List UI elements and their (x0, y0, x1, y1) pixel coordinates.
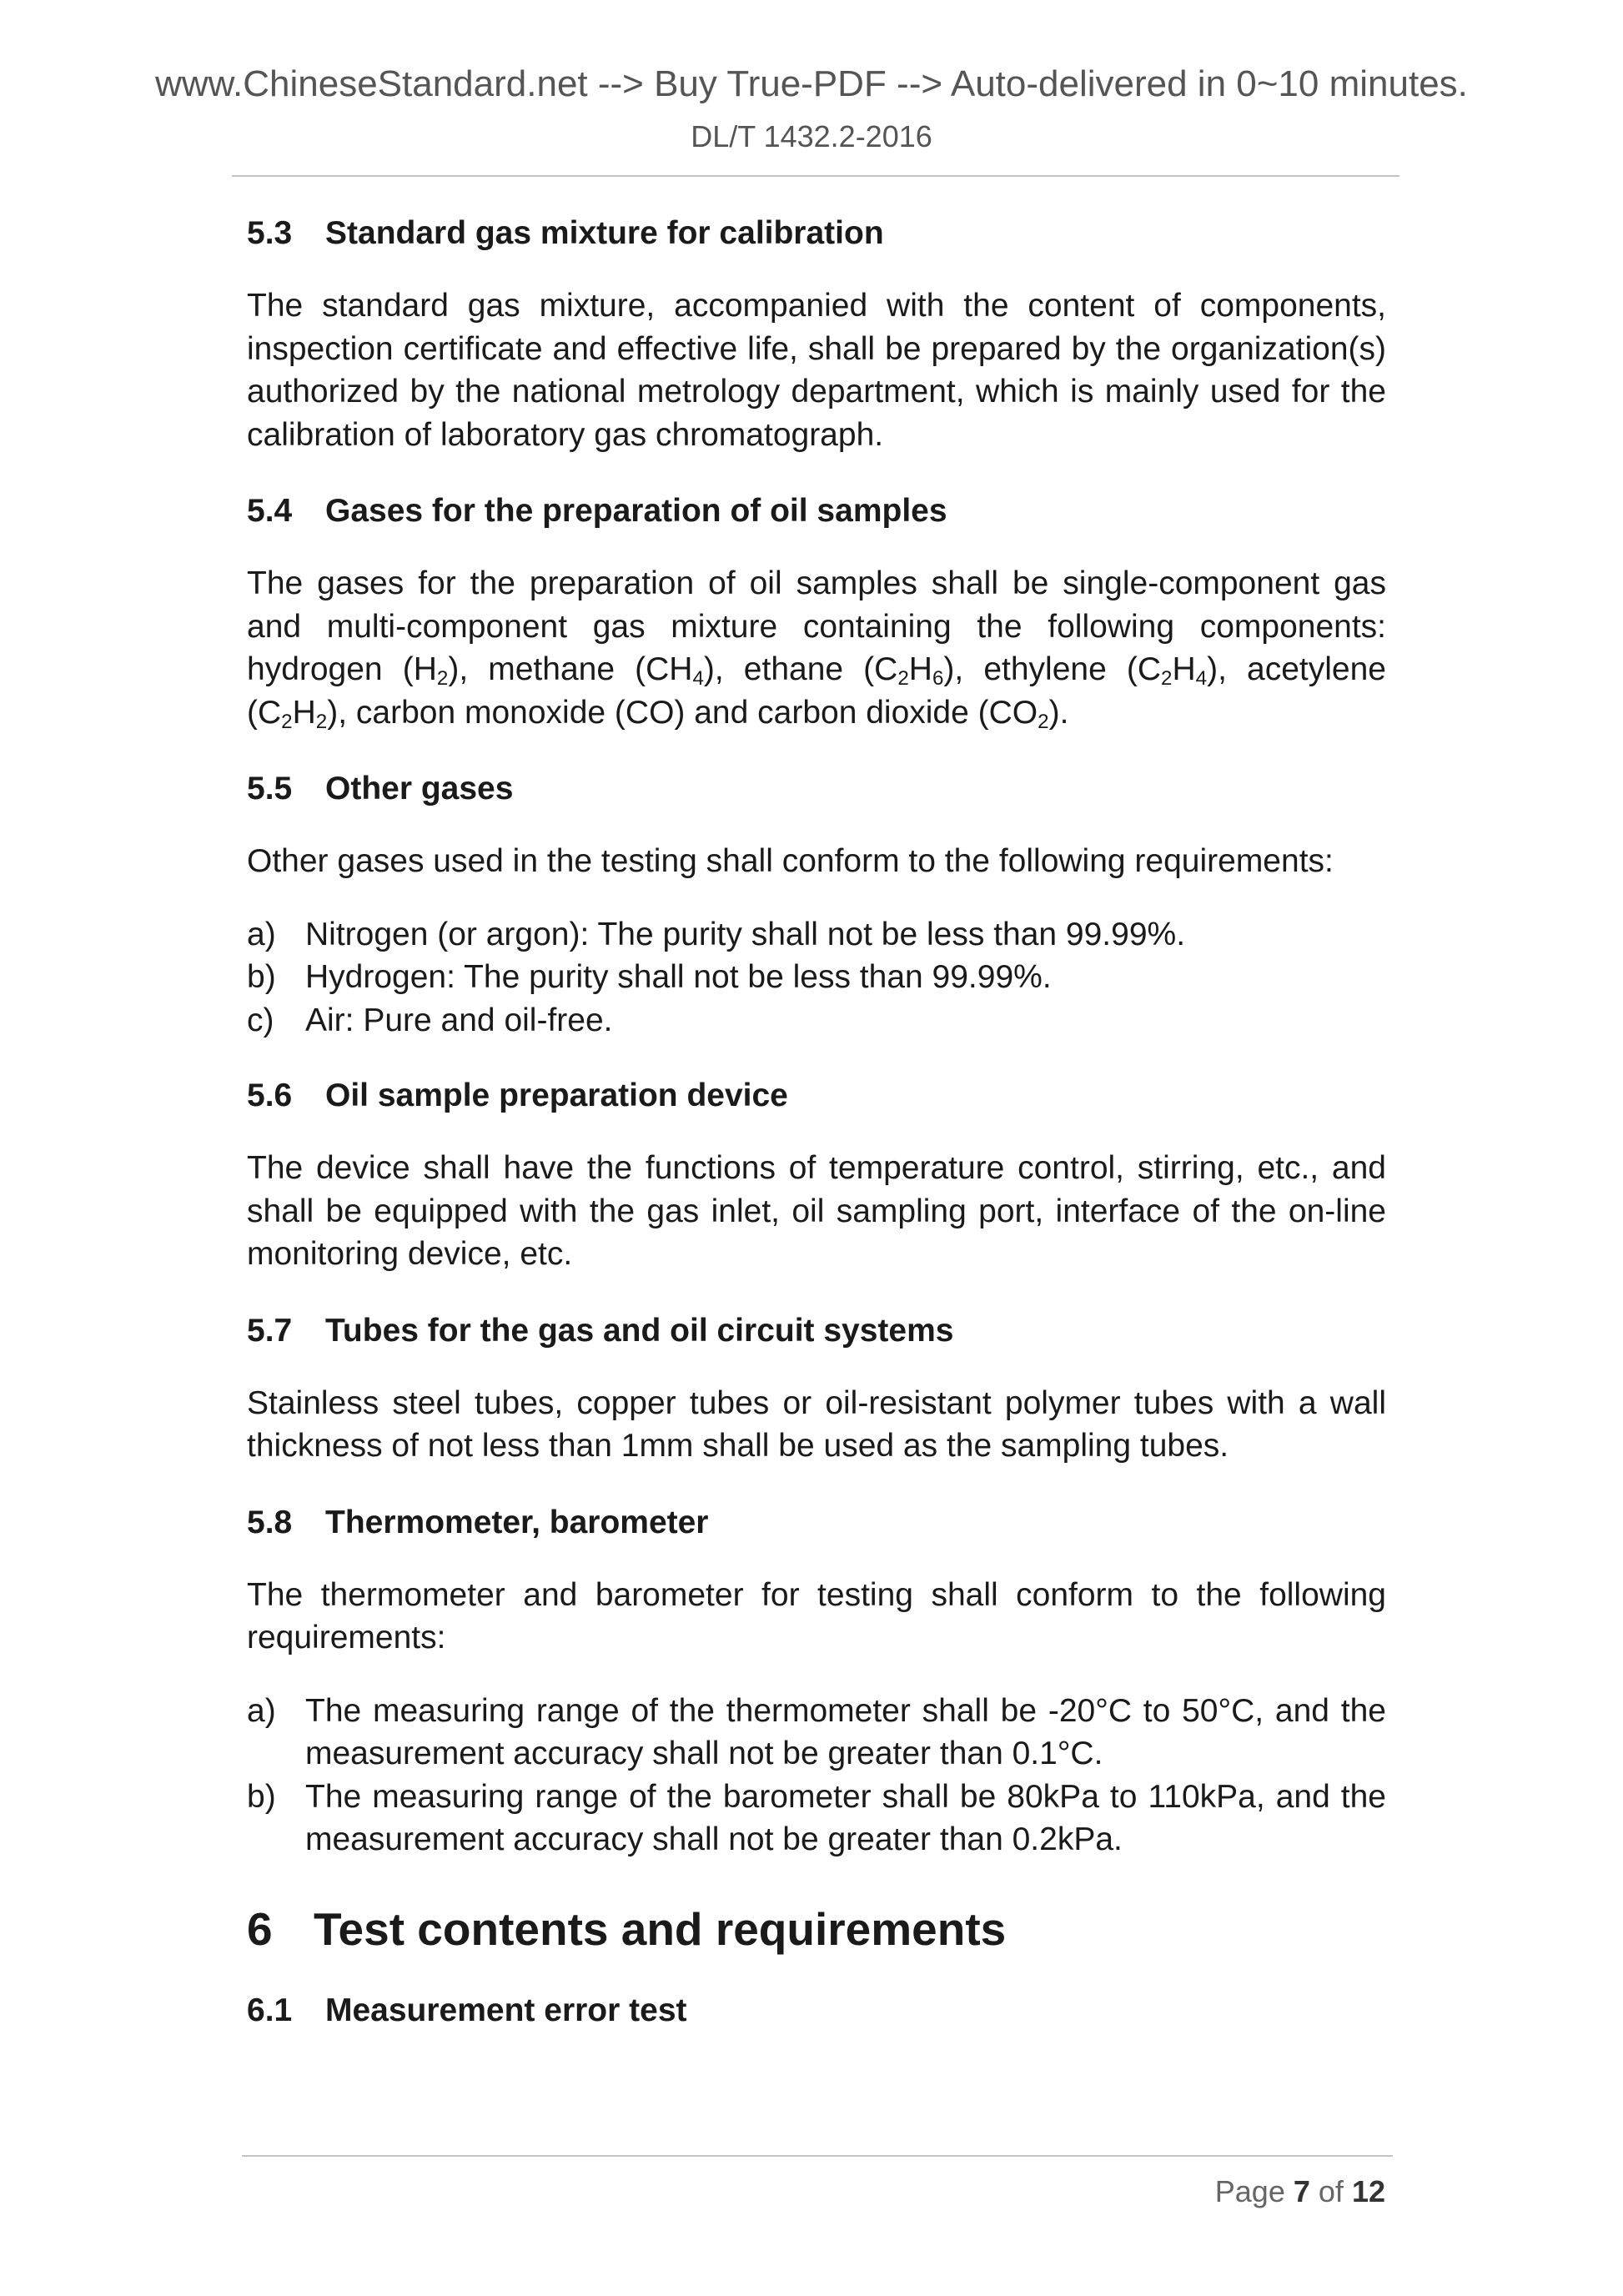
total-pages: 12 (1351, 2174, 1385, 2208)
header-divider (232, 175, 1399, 177)
list-marker: b) (247, 959, 276, 995)
section-number: 6.1 (247, 1992, 293, 2028)
list-item-text: Air: Pure and oil-free. (305, 1002, 613, 1038)
section-title: Tubes for the gas and oil circuit systems (325, 1312, 954, 1349)
section-heading-5-4 (247, 490, 1386, 532)
footer-divider (242, 2155, 1393, 2157)
list-item-text: Hydrogen: The purity shall not be less than 99.99%. (305, 959, 1052, 995)
section-title: Standard gas mixture for calibration (325, 215, 884, 251)
section-paragraph: Other gases used in the testing shall conform to the following requirements: (247, 843, 1334, 879)
section-paragraph-gas-components: The gases for the preparation of oil samples shall be single-component gas and multi-component gas mixture containing the following components: hydrogen $(H_2)$, methane $(CH_4)$, ethane $(C_2H_6)$, ethylene $(C_2H_4)$, acetylene $(C_2H_2)$, carbon monoxide (CO) and carbon dioxide $(CO_2)$. (247, 565, 1386, 733)
list-item-text: The measuring range of the barometer shall be 80kPa to 110kPa, and the measurement accuracy shall not be greater than 0.2kPa. (305, 1778, 1386, 1857)
section-title: Measurement error test (325, 1992, 687, 2028)
section-number: 5.3 (247, 215, 293, 251)
section-title: Oil sample preparation device (325, 1078, 788, 1113)
section-number: 5.8 (247, 1504, 293, 1540)
list-marker: b) (247, 1778, 276, 1815)
section-heading-5-8 (247, 1502, 1386, 1544)
chapter-title: Test contents and requirements (314, 1902, 1007, 1955)
requirements-list (247, 1690, 1386, 1861)
chapter-number: 6 (247, 1902, 273, 1955)
section-title: Other gases (325, 771, 514, 806)
section-number: 5.4 (247, 493, 293, 529)
section-paragraph: The device shall have the functions of temperature control, stirring, etc., and shall be equipped with the gas inlet, oil sampling port, interface of the on-line monitoring device, etc. (247, 1150, 1386, 1272)
page-content (247, 213, 1386, 2032)
section-paragraph: The thermometer and barometer for testing shall conform to the following requirements: (247, 1576, 1386, 1655)
list-item (247, 999, 1386, 1042)
list-item (247, 913, 1386, 957)
list-item (247, 1690, 1386, 1776)
section-heading-5-5 (247, 768, 1386, 810)
list-marker: c) (247, 1002, 274, 1038)
page-number: Page 7 of 12 (1214, 2174, 1385, 2208)
section-heading-6-1 (247, 1990, 1386, 2032)
list-item (247, 1776, 1386, 1861)
section-number: 5.7 (247, 1312, 293, 1349)
list-marker: a) (247, 1692, 276, 1729)
section-number: 5.5 (247, 771, 293, 806)
document-code: DL/T 1432.2-2016 (691, 119, 932, 153)
requirements-list (247, 913, 1386, 1042)
current-page: 7 (1293, 2174, 1310, 2208)
chapter-heading-6 (247, 1900, 1386, 1958)
section-heading-5-7 (247, 1310, 1386, 1352)
section-title: Thermometer, barometer (325, 1504, 709, 1540)
list-item-text: Nitrogen (or argon): The purity shall not be less than 99.99%. (305, 916, 1186, 952)
list-marker: a) (247, 916, 276, 952)
section-title: Gases for the preparation of oil samples (325, 493, 947, 529)
section-number: 5.6 (247, 1078, 293, 1113)
section-heading-5-6 (247, 1075, 1386, 1117)
section-paragraph: Stainless steel tubes, copper tubes or oil-resistant polymer tubes with a wall thickness of not less than 1mm shall be used as the sampling tubes. (247, 1384, 1386, 1464)
site-banner: www.ChineseStandard.net --> Buy True-PDF --> Auto-delivered in 0~10 minutes. (155, 63, 1468, 104)
section-heading-5-3 (247, 213, 1386, 254)
list-item (247, 956, 1386, 999)
list-item-text: The measuring range of the thermometer shall be -20°C to 50°C, and the measurement accuracy shall not be greater than 0.1°C. (305, 1692, 1386, 1771)
section-paragraph: The standard gas mixture, accompanied with the content of components, inspection certificate and effective life, shall be prepared by the organization(s) authorized by the national metrology department, which is mainly used for the calibration of laboratory gas chromatograph. (247, 288, 1386, 453)
